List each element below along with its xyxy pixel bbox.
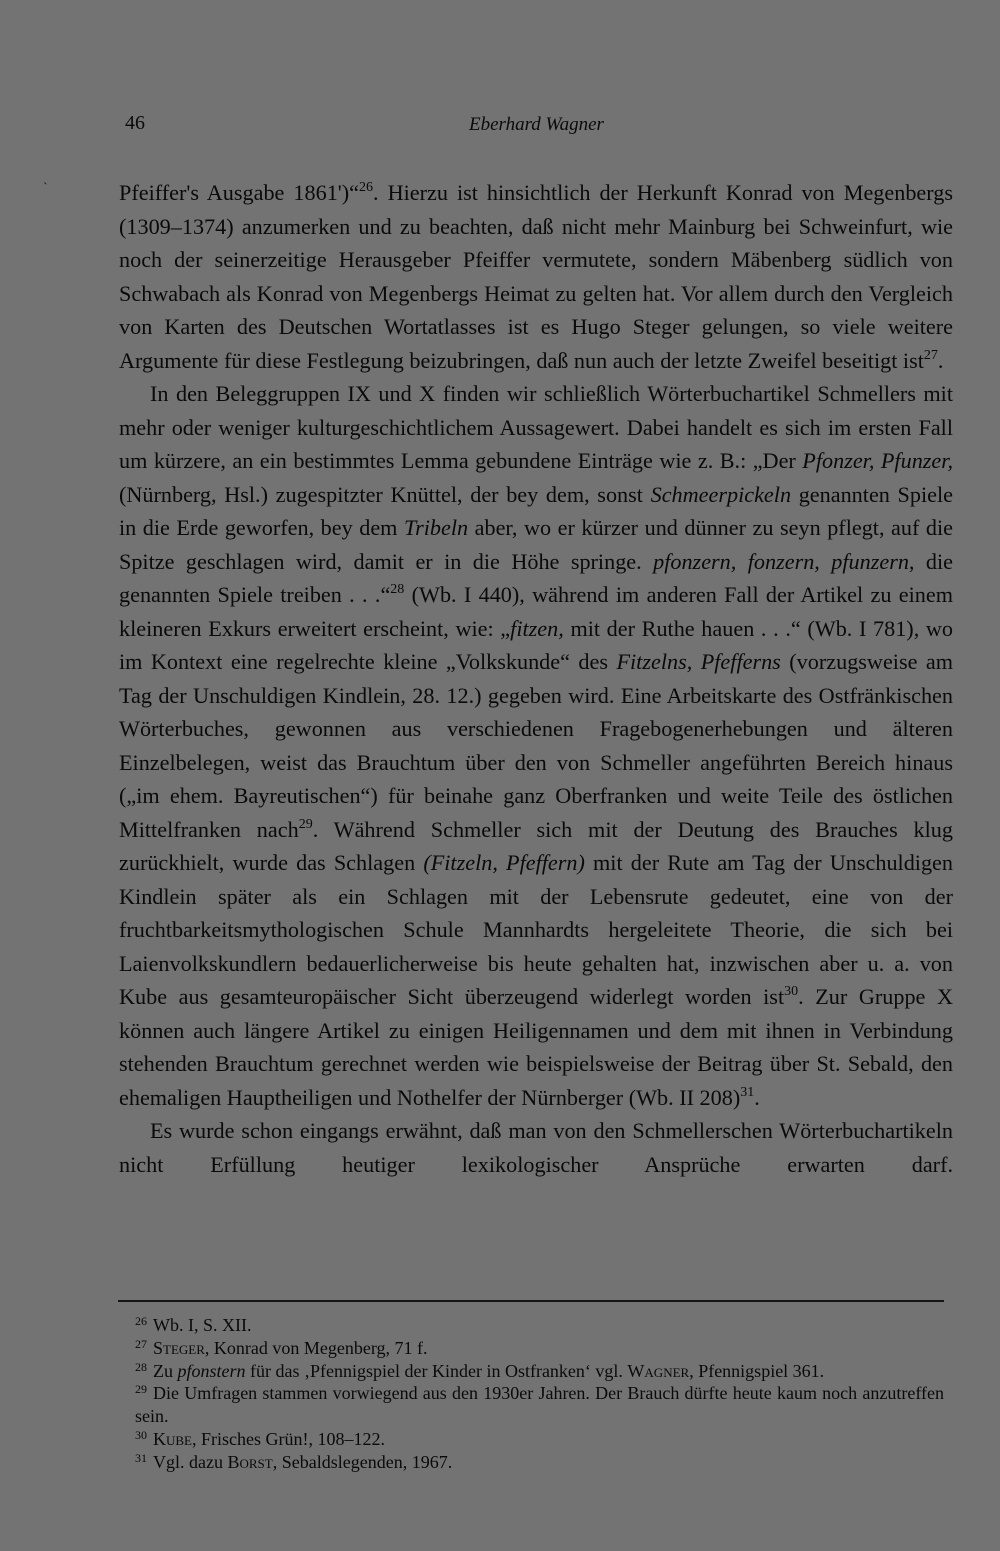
italic-term: fitzen,: [510, 615, 564, 641]
text-run: In den Beleggruppen IX und X finden wir schließlich Wörterbuchartikel Schmellers mit mehr oder weniger kulturgeschichtlichem Aussagewert. Dabei handelt es sich im ersten Fall um kürzere, an ein bestimmtes Lemma gebundene Einträge wie z. B.: „Der: [119, 381, 953, 473]
italic-term: pfonstern: [177, 1360, 246, 1381]
text-run: Es wurde schon eingangs erwähnt, daß man von den Schmellerschen Wörterbuchartikeln nicht Erfüllung heutiger lexikologischer Ansprüche erwarten darf.: [119, 1118, 953, 1177]
paragraph: [119, 377, 953, 1114]
footnote-number: 26: [135, 1314, 147, 1328]
italic-term: Tribeln: [403, 515, 469, 540]
author-name: Kube: [153, 1428, 192, 1449]
text-run: Pfeiffer's Ausgabe 1861')“: [119, 180, 360, 205]
footnote-number: 29: [135, 1382, 147, 1397]
footnote-rule: [118, 1300, 944, 1302]
footnote-marker: 29: [298, 816, 313, 832]
text-run: Zu: [153, 1360, 178, 1381]
text-run: , Sebaldslegenden, 1967.: [272, 1451, 453, 1472]
text-run: , Frisches Grün!, 108–122.: [192, 1428, 385, 1449]
text-run: die genannten Spiele treiben . . .“: [119, 548, 954, 607]
footnote-marker: 27: [923, 347, 938, 363]
italic-term: Fitzelns, Pfefferns: [616, 649, 781, 674]
text-run: Vgl. dazu: [153, 1451, 228, 1472]
text-run: Wb. I, S. XII.: [153, 1315, 252, 1335]
text-run: .: [754, 1084, 760, 1110]
footnote: [118, 1382, 944, 1428]
margin-mark: ˋ: [43, 181, 48, 196]
footnote-marker: 28: [390, 582, 405, 597]
text-run: aber, wo er kürzer und dünner zu seyn pflegt, auf die Spitze geschlagen wird, damit er in die Höhe springe.: [119, 515, 954, 574]
footnote: [118, 1428, 944, 1451]
text-run: . Zur Gruppe X können auch längere Artikel zu einigen Heiligennamen und dem mit ihnen in Verbindung stehenden Brauchtum gerechnet werden wie beispielsweise der Beitrag über St. Sebald, den ehemaligen Hauptheiligen und Nothelfer der Nürnberger (Wb. II 208): [119, 984, 953, 1110]
text-run: mit der Rute am Tag der Unschuldigen Kindlein später als ein Schlagen mit der Lebensrute gedeutet, eine von der fruchtbarkeitsmythologischen Schule Mannhardts hergeleitete Theorie, die sich bei Laienvolkskundlern bedauerlicherweise bis heute gehalten hat, inzwischen aber u. a. von Kube aus gesamteuropäischer Sicht überzeugend widerlegt worden ist: [119, 850, 954, 1009]
italic-term: Pfonzer, Pfunzer,: [802, 448, 953, 473]
author-name: Steger: [153, 1337, 205, 1358]
running-title: Eberhard Wagner: [469, 114, 604, 135]
footnote-number: 30: [135, 1427, 147, 1442]
body-text: [119, 176, 953, 1181]
text-run: (Wb. I 440), während im anderen Fall der Artikel zu einem kleineren Exkurs erweitert erscheint, wie: „: [119, 582, 953, 641]
author-name: Wagner: [627, 1360, 690, 1381]
italic-term: Schmeerpickeln: [650, 481, 792, 507]
page-header: [125, 112, 950, 142]
footnote-number: 28: [135, 1359, 147, 1374]
footnote-marker: 26: [359, 180, 374, 195]
text-run: genannten Spiele in die Erde geworfen, bey dem: [119, 481, 953, 540]
footnote: [118, 1314, 944, 1337]
paragraph: [119, 1114, 953, 1181]
footnote-marker: 31: [740, 1084, 755, 1100]
text-run: (Nürnberg, Hsl.) zugespitzter Knüttel, der bey dem, sonst: [119, 481, 651, 507]
text-run: , Pfennigspiel 361.: [689, 1360, 825, 1381]
italic-term: pfonzern, fonzern, pfunzern,: [653, 548, 915, 574]
text-run: Die Umfragen stammen vorwiegend aus den 1930er Jahren. Der Brauch dürfte heute kaum noch anzutreffen sein.: [135, 1383, 944, 1427]
text-run: .: [937, 347, 944, 373]
text-run: . Während Schmeller sich mit der Deutung des Brauches klug zurückhielt, wurde das Schlagen: [119, 816, 953, 875]
text-run: mit der Ruthe hauen . . .“ (Wb. I 781), wo im Kontext eine regelrechte kleine „Volkskunde“ des: [119, 615, 954, 674]
footnote: [118, 1360, 944, 1383]
footnote: [118, 1451, 944, 1474]
author-name: Borst: [227, 1451, 273, 1472]
footnote: [118, 1337, 944, 1360]
footnote-number: 31: [135, 1450, 147, 1465]
text-run: , Konrad von Megenberg, 71 f.: [204, 1337, 428, 1358]
italic-term: (Fitzeln, Pfeffern): [423, 850, 585, 875]
paragraph: [119, 176, 953, 377]
text-run: . Hierzu ist hinsichtlich der Herkunft Konrad von Megenbergs (1309–1374) anzumerken und zu beachten, daß nicht mehr Mainburg bei Schweinfurt, wie noch der seinerzeitige Herausgeber Pfeiffer vermutete, sondern Mäbenberg südlich von Schwabach als Konrad von Megenbergs Heimat zu gelten hat. Vor allem durch den Vergleich von Karten des Deutschen Wortatlasses ist es Hugo Steger gelungen, so viele weitere Argumente für diese Festlegung beizubringen, daß nun auch der letzte Zweifel beseitigt ist: [119, 180, 953, 373]
footnote-marker: 30: [784, 984, 799, 999]
footnote-number: 27: [135, 1336, 147, 1351]
footnotes: [118, 1314, 944, 1474]
text-run: für das ‚Pfennigspiel der Kinder in Ostfranken‘ vgl.: [245, 1360, 628, 1381]
text-run: (vorzugsweise am Tag der Unschuldigen Kindlein, 28. 12.) gegeben wird. Eine Arbeitskarte des Ostfränkischen Wörterbuches, gewonnen aus verschiedenen Fragebogenerhebungen und älteren Einzelbelegen, weist das Brauchtum über den von Schmeller angeführten Bereich hinaus („im ehem. Bayreutischen“) für beinahe ganz Oberfranken und weite Teile des östlichen Mittelfranken nach: [119, 649, 953, 842]
page-number: 46: [125, 112, 145, 134]
